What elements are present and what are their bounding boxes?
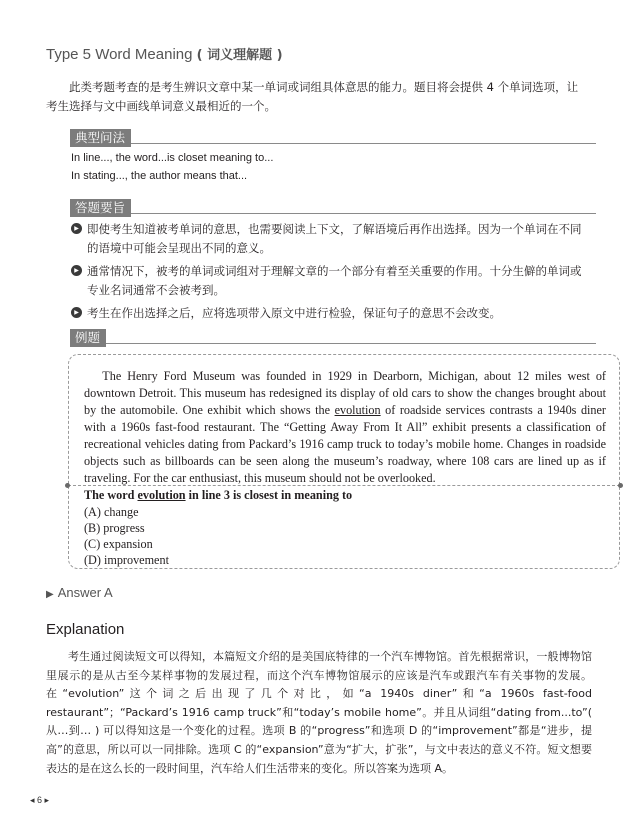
- stem-text: in line 3 is closest in meaning to: [185, 488, 353, 502]
- tips-list: [71, 220, 588, 327]
- divider: [68, 485, 620, 486]
- section-label: 例题: [70, 329, 106, 347]
- underlined-word: evolution: [334, 403, 381, 417]
- answer-line: [46, 585, 113, 600]
- tip-text: 考生在作出选择之后，应将选项带入原文中进行检验，保证句子的意思不会改变。: [87, 306, 501, 320]
- underlined-word: evolution: [137, 488, 186, 502]
- passage-text: of roadside services contrasts a 1940s diner with a 1960s fast-food restaurant. The “Getting Away From It All” exhibit presents a classification of recreational vehicles dating from Packard’s 1916 camp truck to today’s mobile home. Changes in roadside objects such as billboards can be seen along the museum’s roadway, where 108 cars are lined up as if traveling. For the car enthusiast, this museum should not be overlooked.: [84, 403, 606, 485]
- page-number: ◂ 6 ▸: [30, 795, 50, 805]
- triangle-right-icon: ▶: [46, 589, 54, 600]
- arrow-circle-icon: ▶: [71, 307, 82, 318]
- list-item: In line..., the word...is closet meaning to...: [71, 152, 274, 164]
- option-a: (A) change: [84, 505, 139, 519]
- page-number-text: 6: [37, 795, 43, 805]
- question-stem: [84, 487, 352, 503]
- section-answer-tips: [70, 197, 596, 214]
- arrow-circle-icon: ▶: [71, 223, 82, 234]
- section-example: [70, 327, 596, 344]
- answer-text: Answer A: [57, 585, 113, 600]
- typical-questions-list: [71, 149, 273, 185]
- passage-text: The Henry Ford Museum was founded in 1929 in Dearborn, Michigan, about 12 miles west of downtown Detroit. This museum has redesigned its display of old cars to show the changes brought about by the automobile. One exhibit which shows the: [84, 369, 606, 417]
- explanation-paragraph: 考生通过阅读短文可以得知，本篇短文介绍的是美国底特律的一个汽车博物馆。首先根据常识，一般博物馆里展示的是从古至今某样事物的发展过程，而这个汽车博物馆展示的应该是汽车或跟汽车有关事物的发展。在“evolution”这个词之后出现了几个对比，如“a 1940s diner”和“a 1960s fast-food restaurant”；“Packard’s 1916 camp truck”和“today’s mobile home”。并且从词组“dating from...to”( 从…到… ) 可以得知这是一个变化的过程。选项 B 的“progress”和选项 D 的“improvement”都是“进步，提高”的意思，所以可以一同排除。选项 C 的“expansion”意为“扩大，扩张”，与文中表达的意义不符。短文想要表达的是在这么长的一段时间里，汽车给人们生活带来的变化。所以答案为选项 A。: [46, 650, 592, 775]
- section-typical-questions: [70, 127, 596, 144]
- list-item: [71, 262, 588, 300]
- arrow-circle-icon: ▶: [71, 265, 82, 276]
- page-header: [46, 44, 283, 63]
- option-b: (B) progress: [84, 521, 145, 535]
- section-label: 答题要旨: [70, 199, 131, 217]
- tip-text: 通常情况下，被考的单词或词组对于理解文章的一个部分有着至关重要的作用。十分生僻的单词或专业名词通常不会被考到。: [87, 264, 582, 297]
- list-item: In stating..., the author means that...: [71, 170, 248, 182]
- divider-dot: [65, 483, 70, 488]
- header-title-en: Type 5 Word Meaning: [46, 46, 193, 63]
- header-title-cn: ( 词义理解题 ): [196, 48, 283, 63]
- option-d: (D) improvement: [84, 553, 169, 567]
- intro-paragraph: 此类考题考查的是考生辨识文章中某一单词或词组具体意思的能力。题目将会提供 4 个单词选项，让考生选择与文中画线单词意义最相近的一个。: [46, 80, 579, 113]
- section-label: 典型问法: [70, 129, 131, 147]
- divider-dot: [618, 483, 623, 488]
- option-c: (C) expansion: [84, 537, 153, 551]
- list-item: [71, 220, 588, 258]
- tip-text: 即使考生知道被考单词的意思，也需要阅读上下文，了解语境后再作出选择。因为一个单词在不同的语境中可能会呈现出不同的意义。: [87, 222, 582, 255]
- explanation-title: Explanation: [46, 621, 125, 638]
- example-question: [84, 487, 352, 568]
- list-item: [71, 304, 588, 323]
- example-passage: [84, 368, 606, 487]
- stem-text: The word: [84, 488, 138, 502]
